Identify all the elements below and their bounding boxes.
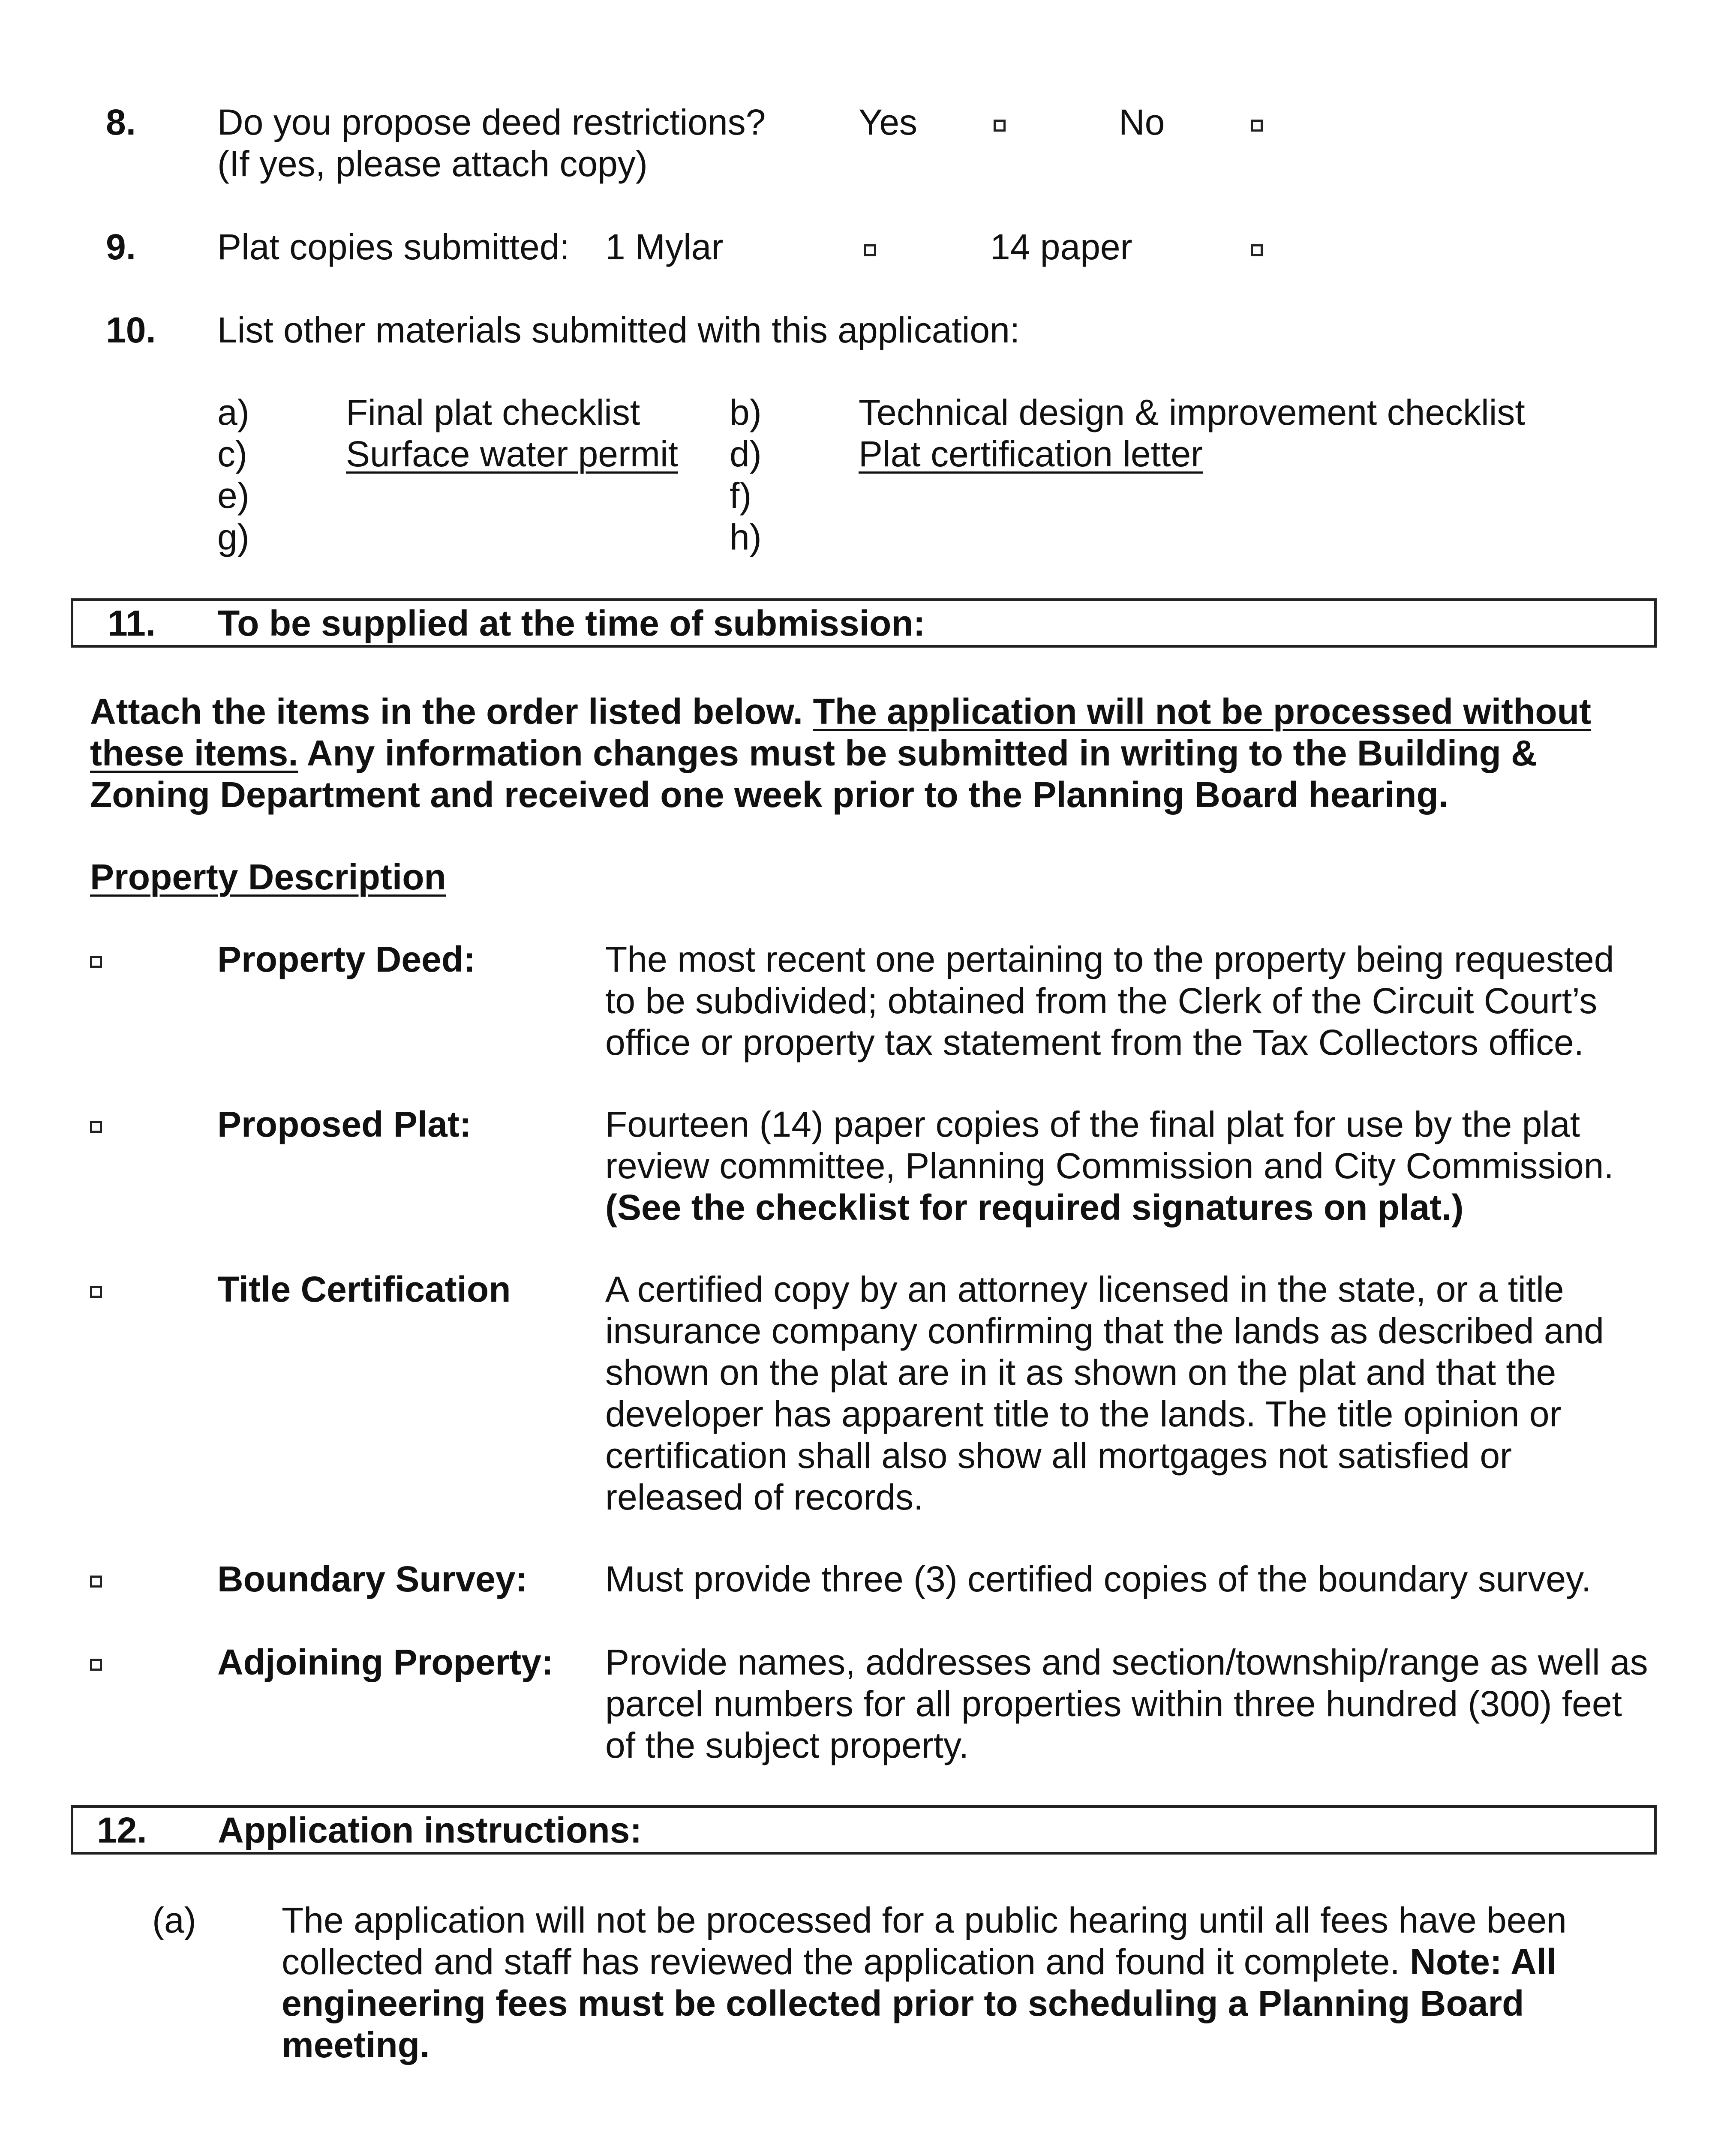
q9-number: 9. <box>106 227 136 267</box>
instructions-warning: The application will not be processed without these items. <box>90 691 1591 773</box>
q10-item-text: Final plat checklist <box>346 392 640 432</box>
instruction-a-text: The application will not be processed for a public hearing until all fees have been collected and staff has reviewed the application and found it complete. Note: All engineering fees must be collected prior to scheduling a Planning Board meeting. <box>282 1900 1567 2065</box>
instruction-a-note: Note: All engineering fees must be collected prior to scheduling a Planning Board meeting. <box>282 1942 1557 2065</box>
section-11-number: 11. <box>108 603 156 643</box>
submission-instructions <box>90 691 1650 816</box>
section-12-number: 12. <box>97 1810 147 1850</box>
q8-yes-checkbox[interactable] <box>994 120 1006 132</box>
boundary-survey-label: Boundary Survey: <box>217 1559 528 1599</box>
adjoining-property-description: Provide names, addresses and section/township/range as well as parcel numbers for all properties within three hundred (300) feet of the subject property. <box>605 1642 1648 1765</box>
instructions-tail: Any information changes must be submitted in writing to the Building & Zoning Department and received one week prior to the Planning Board hearing. <box>90 733 1537 815</box>
section-12-title: Application instructions: <box>218 1810 642 1850</box>
q10-item-text: Plat certification letter <box>859 434 1203 474</box>
q9-mylar-checkbox[interactable] <box>864 244 876 256</box>
q8-yes-label: Yes <box>859 102 918 142</box>
title-certification-checkbox[interactable] <box>90 1286 102 1298</box>
q10-item-letter: e) <box>217 475 249 516</box>
q10-item-text: Technical design & improvement checklist <box>859 392 1525 432</box>
q10-item-text: Surface water permit <box>346 434 678 474</box>
q10-item-letter: f) <box>730 475 752 516</box>
q9-paper-label: 14 paper <box>990 227 1132 267</box>
q10-item-letter: a) <box>217 392 249 432</box>
instructions-lead: Attach the items in the order listed below. <box>90 691 803 732</box>
proposed-plat-checkbox[interactable] <box>90 1121 102 1133</box>
adjoining-property-checkbox[interactable] <box>90 1659 102 1671</box>
q9-label: Plat copies submitted: <box>217 227 570 267</box>
q8-note: (If yes, please attach copy) <box>217 144 648 184</box>
q9-paper-checkbox[interactable] <box>1251 244 1263 256</box>
q10-item-letter: d) <box>730 434 762 474</box>
q8-number: 8. <box>106 102 136 142</box>
q8-no-label: No <box>1119 102 1165 142</box>
q9-mylar-label: 1 Mylar <box>605 227 724 267</box>
boundary-survey-description: Must provide three (3) certified copies of the boundary survey. <box>605 1559 1592 1599</box>
q10-item-letter: c) <box>217 434 247 474</box>
property-deed-checkbox[interactable] <box>90 956 102 968</box>
proposed-plat-description: Fourteen (14) paper copies of the final plat for use by the plat review committee, Planning Commission and City Commission. (See the checklist for required signatures on plat.) <box>605 1104 1614 1228</box>
section-12-header <box>71 1805 1657 1855</box>
section-11-title: To be supplied at the time of submission: <box>218 603 925 643</box>
proposed-plat-note: (See the checklist for required signatures on plat.) <box>605 1187 1464 1228</box>
property-deed-label: Property Deed: <box>217 939 476 979</box>
proposed-plat-label: Proposed Plat: <box>217 1104 472 1144</box>
q10-item-letter: g) <box>217 517 249 557</box>
adjoining-property-label: Adjoining Property: <box>217 1642 553 1682</box>
section-11-header <box>71 598 1657 648</box>
q8-question: Do you propose deed restrictions? <box>217 102 766 142</box>
property-description-heading: Property Description <box>90 857 446 897</box>
q10-label: List other materials submitted with this application: <box>217 310 1020 350</box>
q8-no-checkbox[interactable] <box>1251 120 1263 132</box>
q10-number: 10. <box>106 310 156 350</box>
q10-item-letter: h) <box>730 517 762 557</box>
property-deed-description: The most recent one pertaining to the property being requested to be subdivided; obtained from the Clerk of the Circuit Court’s office or property tax statement from the Tax Collectors office. <box>605 939 1614 1062</box>
title-certification-label: Title Certification <box>217 1269 511 1309</box>
q10-item-letter: b) <box>730 392 762 432</box>
boundary-survey-checkbox[interactable] <box>90 1576 102 1588</box>
title-certification-description: A certified copy by an attorney licensed in the state, or a title insurance company confirming that the lands as described and shown on the plat are in it as shown on the plat and that the developer has apparent title to the lands. The title opinion or certification shall also show all mortgages not satisfied or released of records. <box>605 1269 1604 1517</box>
instruction-a-letter: (a) <box>152 1900 196 1940</box>
